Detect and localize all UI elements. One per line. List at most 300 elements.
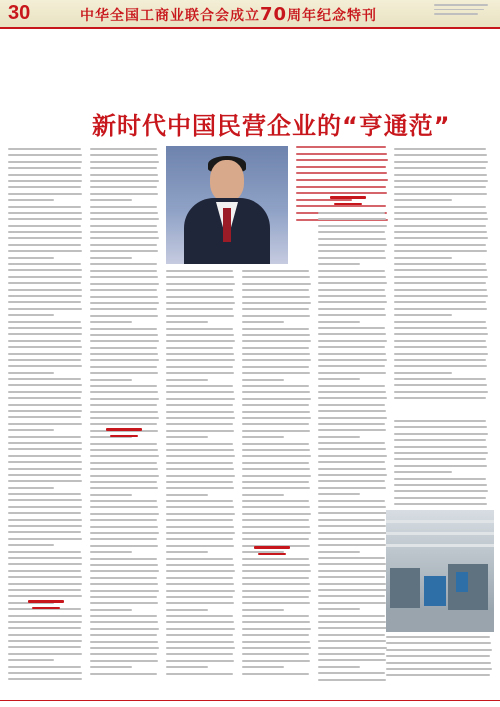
text-line	[318, 442, 385, 444]
text-line	[242, 615, 309, 617]
text-line	[166, 532, 235, 534]
text-line	[8, 186, 81, 188]
text-line	[8, 225, 81, 227]
title-prefix: 中华全国工商业联合会成立	[80, 8, 260, 24]
text-line	[166, 302, 235, 304]
text-line	[90, 180, 159, 182]
text-line	[318, 372, 386, 374]
text-line	[90, 570, 159, 572]
text-line	[8, 346, 82, 348]
text-line	[394, 174, 487, 176]
text-line	[8, 646, 81, 648]
text-line	[90, 321, 132, 323]
text-line	[394, 471, 452, 473]
text-line	[166, 379, 208, 381]
text-line	[318, 353, 386, 355]
text-line	[242, 385, 309, 387]
text-line	[318, 538, 385, 540]
text-line	[166, 385, 233, 387]
text-line	[90, 666, 132, 668]
text-line	[318, 500, 385, 502]
text-line	[318, 634, 385, 636]
text-line	[166, 423, 233, 425]
text-line	[8, 353, 82, 355]
text-line	[8, 148, 81, 150]
portrait-photo	[166, 146, 288, 264]
text-line	[8, 583, 82, 585]
text-line	[318, 480, 385, 482]
text-line	[318, 231, 385, 233]
text-line	[318, 282, 387, 284]
text-line	[166, 462, 233, 464]
text-line	[166, 417, 235, 419]
text-line	[8, 627, 81, 629]
text-line	[318, 576, 385, 578]
text-line	[90, 161, 159, 163]
text-line	[166, 289, 233, 291]
text-line	[8, 595, 82, 597]
text-line	[90, 423, 157, 425]
text-line	[90, 193, 158, 195]
text-line	[8, 391, 82, 393]
text-line	[242, 602, 310, 604]
text-line	[90, 596, 157, 598]
text-line	[90, 621, 158, 623]
text-line	[318, 391, 386, 393]
text-line	[166, 430, 234, 432]
text-line	[394, 497, 486, 499]
text-line	[166, 372, 234, 374]
text-line	[318, 340, 387, 342]
text-column-2	[90, 148, 160, 269]
text-line	[8, 372, 54, 374]
text-line	[242, 628, 311, 630]
text-line	[8, 416, 81, 418]
text-line	[394, 308, 487, 310]
text-line	[166, 436, 208, 438]
text-line	[90, 475, 159, 477]
text-line	[90, 615, 157, 617]
text-line	[394, 426, 487, 428]
text-line	[242, 538, 309, 540]
text-column-6	[318, 212, 388, 685]
text-line	[8, 436, 81, 438]
text-line	[386, 655, 490, 657]
text-line	[90, 481, 157, 483]
text-line	[90, 244, 157, 246]
text-line	[318, 602, 386, 604]
text-line	[242, 276, 310, 278]
text-line	[318, 270, 385, 272]
text-line	[318, 608, 360, 610]
text-line	[90, 359, 159, 361]
text-line	[90, 468, 158, 470]
text-line	[318, 410, 386, 412]
text-line	[242, 590, 311, 592]
text-line	[318, 595, 385, 597]
text-line	[166, 506, 234, 508]
section-head-mid	[106, 428, 142, 442]
text-line	[394, 327, 487, 329]
text-line	[8, 423, 82, 425]
text-line	[318, 551, 360, 553]
text-line	[8, 218, 82, 220]
text-line	[8, 206, 81, 208]
text-line	[166, 391, 234, 393]
text-line	[8, 525, 82, 527]
footer-rule	[0, 700, 500, 701]
text-line	[394, 420, 486, 422]
text-line	[242, 417, 311, 419]
text-line	[394, 314, 452, 316]
text-line	[8, 404, 82, 406]
text-line	[8, 263, 81, 265]
text-line	[166, 621, 234, 623]
text-line	[318, 544, 386, 546]
text-line	[166, 487, 234, 489]
text-line	[90, 379, 132, 381]
text-line	[318, 557, 385, 559]
text-line	[166, 628, 235, 630]
text-line	[8, 154, 82, 156]
text-line	[8, 576, 82, 578]
text-line	[8, 333, 82, 335]
text-line	[394, 199, 452, 201]
text-line	[166, 545, 234, 547]
text-line	[8, 167, 81, 169]
text-line	[394, 301, 486, 303]
text-line	[90, 404, 157, 406]
text-line	[8, 442, 82, 444]
text-line	[318, 640, 386, 642]
text-line	[394, 433, 488, 435]
text-line	[8, 269, 82, 271]
header-rule	[0, 27, 500, 29]
text-line	[166, 609, 208, 611]
text-line	[318, 314, 386, 316]
text-line	[8, 461, 82, 463]
text-line	[318, 672, 385, 674]
text-line	[242, 577, 309, 579]
text-line	[296, 153, 387, 155]
text-line	[318, 385, 385, 387]
text-line	[8, 212, 82, 214]
text-line	[90, 519, 157, 521]
text-column-4	[166, 270, 236, 679]
section-head-left	[28, 600, 64, 614]
text-line	[242, 526, 310, 528]
text-line	[318, 525, 386, 527]
text-line	[394, 478, 486, 480]
text-line	[8, 410, 82, 412]
text-line	[386, 668, 492, 670]
text-line	[318, 487, 386, 489]
text-line	[8, 634, 82, 636]
text-line	[166, 596, 233, 598]
text-line	[242, 404, 309, 406]
text-line	[242, 449, 310, 451]
text-line	[90, 212, 158, 214]
text-line	[242, 660, 310, 662]
text-line	[318, 532, 387, 534]
text-line	[90, 334, 158, 336]
text-line	[394, 257, 452, 259]
text-line	[166, 558, 233, 560]
text-line	[318, 378, 360, 380]
text-line	[166, 283, 235, 285]
text-line	[242, 411, 310, 413]
text-line	[8, 193, 82, 195]
text-line	[90, 340, 159, 342]
text-line	[166, 270, 233, 272]
text-line	[166, 494, 208, 496]
text-line	[166, 315, 234, 317]
text-line	[318, 327, 385, 329]
text-line	[90, 538, 157, 540]
text-line	[318, 257, 386, 259]
text-line	[166, 366, 233, 368]
text-line	[242, 372, 310, 374]
text-column-8	[394, 420, 490, 509]
text-line	[8, 512, 81, 514]
text-line	[242, 653, 309, 655]
text-line	[166, 551, 208, 553]
text-line	[318, 359, 387, 361]
text-line	[8, 327, 82, 329]
text-line	[8, 244, 81, 246]
text-line	[318, 429, 386, 431]
text-line	[166, 276, 234, 278]
text-line	[318, 570, 387, 572]
text-line	[8, 474, 81, 476]
text-line	[166, 500, 233, 502]
text-line	[394, 365, 487, 367]
text-line	[8, 180, 82, 182]
text-line	[8, 250, 82, 252]
text-line	[394, 250, 487, 252]
text-line	[394, 244, 486, 246]
text-line	[386, 649, 492, 651]
text-line	[90, 590, 159, 592]
text-line	[8, 678, 82, 680]
text-line	[90, 366, 157, 368]
text-line	[394, 484, 487, 486]
text-line	[90, 641, 158, 643]
text-line	[90, 167, 157, 169]
text-line	[90, 602, 158, 604]
text-line	[90, 276, 158, 278]
text-line	[166, 564, 234, 566]
text-line	[166, 475, 235, 477]
text-line	[90, 443, 157, 445]
text-line	[166, 411, 234, 413]
section-head-lower	[254, 546, 290, 560]
text-line	[394, 295, 488, 297]
text-line	[394, 180, 488, 182]
text-line	[242, 296, 310, 298]
text-line	[166, 481, 233, 483]
text-line	[8, 384, 82, 386]
text-line	[318, 659, 386, 661]
text-line	[394, 218, 488, 220]
text-line	[394, 289, 487, 291]
text-line	[166, 404, 233, 406]
text-line	[90, 231, 158, 233]
text-line	[90, 174, 158, 176]
text-line	[8, 519, 82, 521]
text-line	[8, 295, 82, 297]
text-line	[242, 583, 310, 585]
text-line	[8, 468, 82, 470]
text-line	[394, 340, 486, 342]
text-line	[166, 455, 235, 457]
text-line	[90, 398, 159, 400]
text-line	[8, 365, 82, 367]
text-line	[386, 642, 491, 644]
text-line	[90, 270, 157, 272]
text-line	[8, 499, 82, 501]
text-line	[242, 641, 310, 643]
text-line	[8, 544, 54, 546]
text-line	[394, 321, 486, 323]
text-line	[90, 513, 159, 515]
text-line	[90, 237, 159, 239]
text-line	[242, 423, 309, 425]
text-line	[90, 506, 158, 508]
text-line	[242, 462, 309, 464]
text-line	[8, 340, 81, 342]
text-line	[318, 506, 386, 508]
text-line	[318, 455, 387, 457]
text-line	[394, 154, 487, 156]
text-line	[394, 439, 486, 441]
text-line	[318, 308, 385, 310]
text-line	[242, 506, 310, 508]
text-line	[166, 660, 234, 662]
text-line	[8, 321, 81, 323]
text-line	[394, 276, 488, 278]
text-line	[90, 653, 157, 655]
text-line	[242, 366, 309, 368]
text-line	[318, 225, 387, 227]
text-line	[8, 378, 81, 380]
text-line	[166, 449, 234, 451]
text-line	[166, 334, 234, 336]
text-line	[90, 532, 159, 534]
text-line	[394, 148, 486, 150]
text-line	[318, 397, 387, 399]
text-line	[90, 353, 158, 355]
text-line	[166, 519, 233, 521]
text-line	[166, 443, 233, 445]
text-line	[296, 146, 386, 148]
text-line	[394, 269, 487, 271]
text-line	[8, 397, 81, 399]
text-line	[8, 308, 82, 310]
text-line	[166, 526, 234, 528]
text-line	[318, 474, 387, 476]
text-line	[8, 199, 54, 201]
text-line	[90, 148, 157, 150]
text-line	[166, 340, 235, 342]
text-line	[242, 666, 284, 668]
article-headline: 新时代中国民营企业的“亨通范”	[92, 112, 451, 140]
text-line	[318, 512, 387, 514]
text-line	[90, 417, 159, 419]
text-line	[394, 206, 486, 208]
section-head-right	[330, 196, 366, 210]
text-line	[394, 458, 486, 460]
text-line	[166, 673, 233, 675]
text-line	[90, 250, 158, 252]
text-line	[394, 212, 487, 214]
text-line	[242, 621, 310, 623]
text-line	[90, 628, 159, 630]
text-line	[90, 634, 157, 636]
text-line	[318, 346, 385, 348]
text-line	[318, 461, 385, 463]
text-line	[318, 679, 386, 681]
text-line	[242, 340, 311, 342]
text-line	[8, 257, 54, 259]
text-line	[8, 289, 82, 291]
text-line	[394, 237, 488, 239]
text-line	[318, 589, 387, 591]
text-line	[90, 609, 132, 611]
text-line	[394, 225, 486, 227]
text-line	[318, 423, 385, 425]
text-line	[8, 301, 81, 303]
text-line	[90, 206, 157, 208]
text-line	[318, 301, 387, 303]
factory-photo	[386, 510, 494, 632]
text-line	[8, 563, 82, 565]
text-line	[394, 397, 486, 399]
text-line	[166, 641, 234, 643]
text-line	[166, 570, 235, 572]
text-line	[90, 660, 158, 662]
text-line	[90, 199, 132, 201]
text-line	[242, 494, 284, 496]
text-line	[242, 391, 310, 393]
text-line	[90, 385, 157, 387]
text-line	[394, 353, 488, 355]
text-line	[242, 328, 309, 330]
text-line	[318, 583, 386, 585]
text-line	[8, 282, 81, 284]
text-line	[394, 446, 487, 448]
text-line	[394, 391, 488, 393]
text-line	[90, 577, 157, 579]
text-line	[242, 302, 311, 304]
text-line	[394, 193, 487, 195]
text-line	[90, 500, 157, 502]
text-line	[318, 333, 386, 335]
title-seventy: 70	[260, 4, 288, 25]
text-line	[8, 640, 82, 642]
text-line	[318, 218, 386, 220]
text-line	[242, 634, 309, 636]
text-line	[8, 161, 82, 163]
text-line	[296, 186, 386, 188]
text-line	[90, 564, 158, 566]
text-line	[166, 296, 234, 298]
text-line	[318, 263, 360, 265]
text-line	[166, 308, 233, 310]
text-line	[166, 653, 233, 655]
text-line	[394, 231, 487, 233]
text-line	[242, 308, 309, 310]
